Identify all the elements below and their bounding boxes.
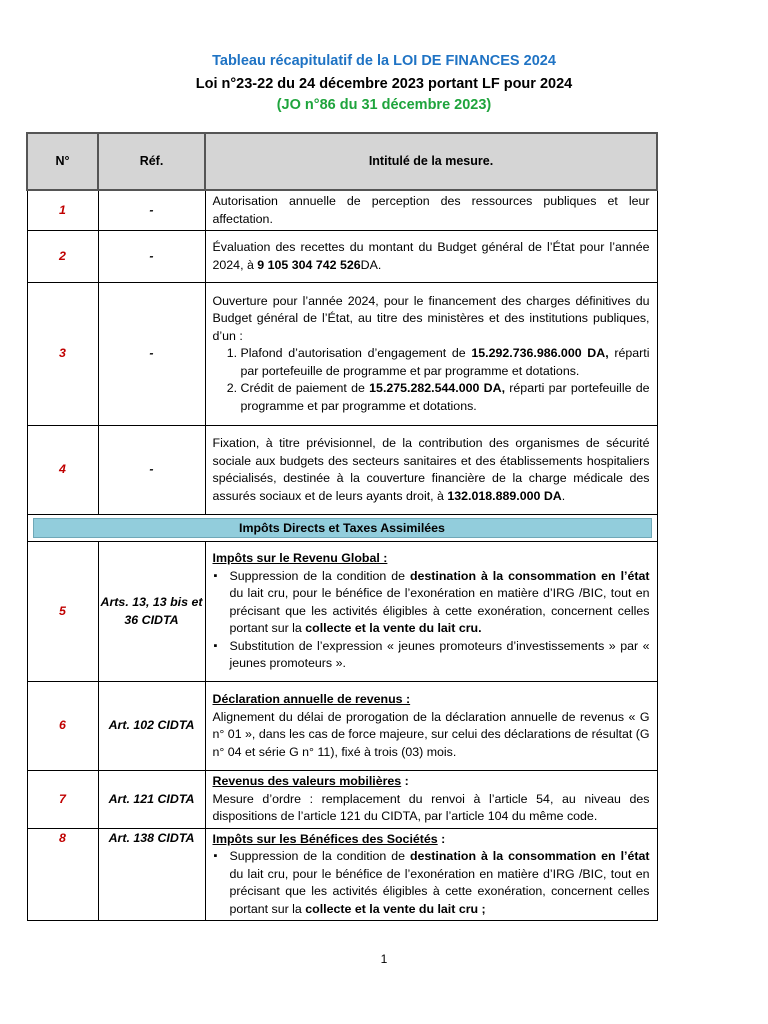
list-item: ▪ Substitution de l’expression « jeunes promoteurs d’investissements » par « jeunes promoteurs ». (230, 638, 650, 673)
row-body: Mesure d’ordre : remplacement du renvoi à l’article 54, au niveau des dispositions de l’article 121 du CIDTA, par l’article 104 du même code. (212, 791, 650, 823)
row-text (205, 682, 657, 771)
row-number: 3 (27, 283, 98, 426)
row-heading: Impôts sur le Revenu Global : (212, 551, 388, 566)
row-heading: Impôts sur les Bénéfices des Sociétés : (212, 831, 446, 846)
journal-reference: (JO n°86 du 31 décembre 2023) (276, 97, 492, 113)
header-title: Intitulé de la mesure. (205, 133, 657, 190)
list-item: 1. Plafond d’autorisation d’engagement de 15.292.736.986.000 DA, réparti par portefeuille de programme et par programme et dotations. (241, 345, 650, 380)
row-heading: Revenus des valeurs mobilières : (212, 774, 409, 788)
row-number: 2 (27, 231, 98, 283)
row-number: 7 (27, 771, 98, 829)
document-title: Tableau récapitulatif de la LOI DE FINANCES 2024 (212, 53, 556, 69)
row-number: 5 (27, 542, 98, 682)
row-ref: Art. 102 CIDTA (98, 682, 205, 771)
measures-table (26, 132, 658, 921)
row-body: Alignement du délai de prorogation de la déclaration annuelle de revenus « G n° 01 », dans les cas de force majeure, sur celui des déclarations de résultat (G n° 04 et série G n° 11), fixé à trois (03) mois. (212, 709, 650, 759)
header-num: N° (27, 133, 98, 190)
table-row (27, 426, 657, 515)
list-item: 2. Crédit de paiement de 15.275.282.544.000 DA, réparti par portefeuille de programme et par programme et dotations. (241, 380, 650, 415)
section-row (27, 515, 657, 542)
row-number: 4 (27, 426, 98, 515)
table-row (27, 231, 657, 283)
table-row (27, 542, 657, 682)
row-ref: - (98, 231, 205, 283)
header-ref: Réf. (98, 133, 205, 190)
table-row (27, 190, 657, 231)
row-text: Fixation, à titre prévisionnel, de la contribution des organismes de sécurité sociale aux budgets des secteurs sanitaires et des établissements hospitaliers spécialisés, destinée à la couverture financière de la charge médicale des assurés sociaux et de leurs ayants droit, à 132.018.889.000 DA. (205, 426, 657, 515)
bullet-list (213, 848, 650, 918)
row-ref: Art. 121 CIDTA (98, 771, 205, 829)
allocation-list (213, 345, 650, 415)
row-intro: Ouverture pour l’année 2024, pour le financement des charges définitives du Budget général de l’État, au titre des ministères et des institutions publiques, d’un : (212, 293, 650, 343)
list-item: ▪ Suppression de la condition de destination à la consommation en l’état du lait cru, pour le bénéfice de l’exonération en matière d’IRG /BIC, tout en précisant que les activités éligibles à cette exonération, concernent celles portant sur la collecte et la vente du lait cru. (230, 568, 650, 638)
page-number: 1 (380, 952, 388, 966)
row-ref: Arts. 13, 13 bis et 36 CIDTA (98, 542, 205, 682)
row-number: 1 (27, 190, 98, 231)
row-ref: Art. 138 CIDTA (98, 828, 205, 921)
row-ref: - (98, 283, 205, 426)
row-text (205, 542, 657, 682)
table-row (27, 283, 657, 426)
row-heading: Déclaration annuelle de revenus : (212, 692, 411, 706)
row-text: Évaluation des recettes du montant du Budget général de l’État pour l’année 2024, à 9 105 304 742 526DA. (205, 231, 657, 283)
row-number: 6 (27, 682, 98, 771)
list-item: ▪ Suppression de la condition de destination à la consommation en l’état du lait cru, pour le bénéfice de l’exonération en matière d’IRG /BIC, tout en précisant que les activités éligibles à cette exonération, concernent celles portant sur la collecte et la vente du lait cru ; (230, 848, 650, 918)
table-header-row (27, 133, 657, 190)
law-reference: Loi n°23-22 du 24 décembre 2023 portant LF pour 2024 (195, 76, 573, 92)
row-text (205, 828, 657, 921)
table-row (27, 682, 657, 771)
section-label: Impôts Directs et Taxes Assimilées (33, 518, 652, 538)
bullet-list (213, 568, 650, 673)
row-number: 8 (27, 828, 98, 921)
row-text: Autorisation annuelle de perception des ressources publiques et leur affectation. (205, 190, 657, 231)
row-text (205, 283, 657, 426)
row-ref: - (98, 426, 205, 515)
table-row (27, 771, 657, 829)
row-text (205, 771, 657, 829)
row-ref: - (98, 190, 205, 231)
table-row (27, 828, 657, 921)
